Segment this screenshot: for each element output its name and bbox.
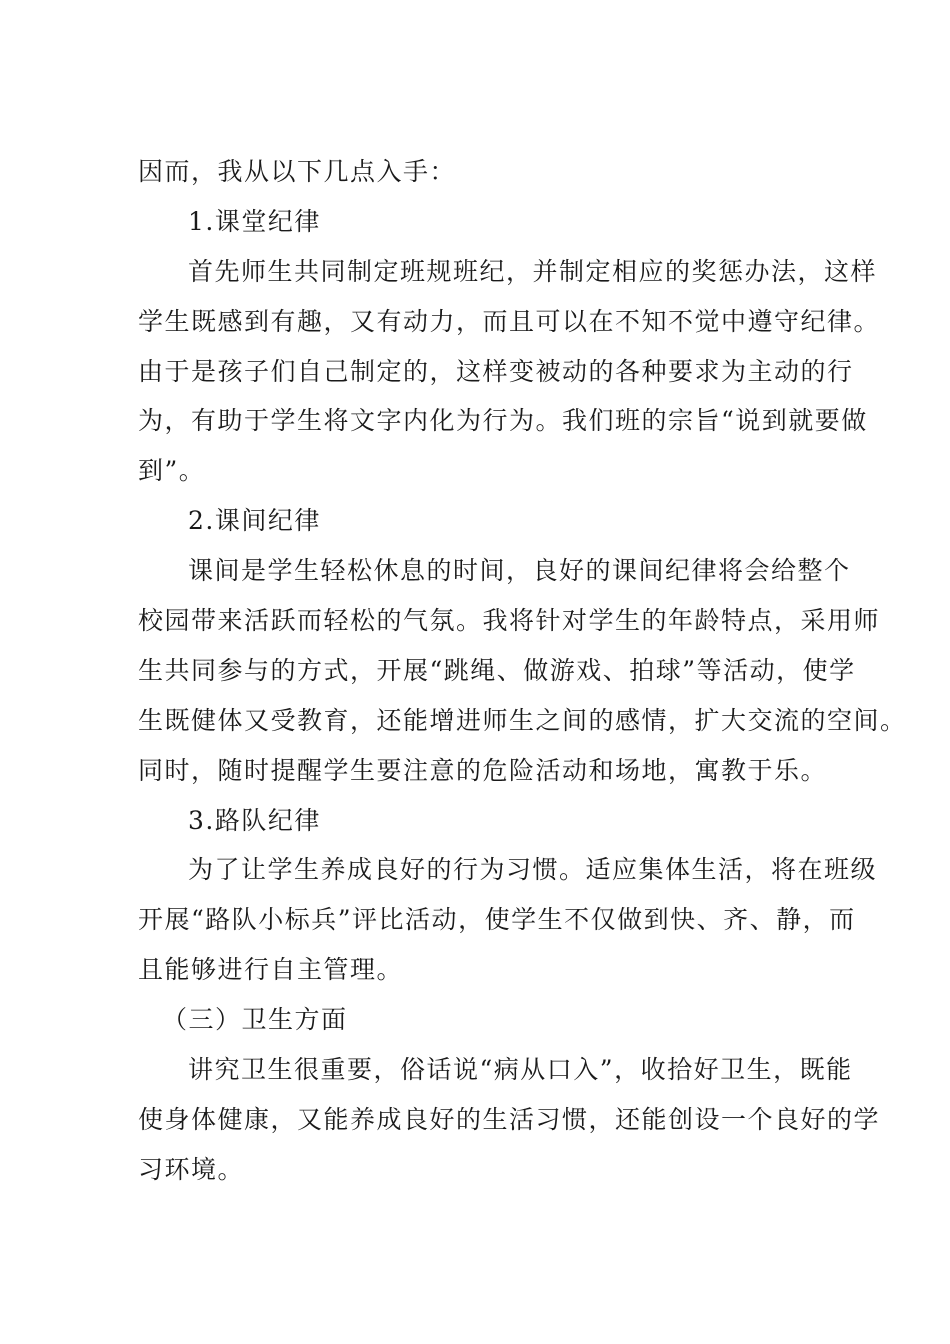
intro-line: 因而，我从以下几点入手： [138,157,457,186]
section-heading-classroom: 1.课堂纪律 [188,207,321,236]
paragraph-line: 生既健体又受教育，还能增进师生之间的感情，扩大交流的空间。 [138,706,907,735]
paragraph-line: 课间是学生轻松休息的时间，良好的课间纪律将会给整个 [188,556,851,585]
paragraph-line: 由于是孩子们自己制定的，这样变被动的各种要求为主动的行 [138,357,854,386]
paragraph-line: 讲究卫生很重要，俗话说“病从口入”，收拾好卫生，既能 [188,1055,853,1084]
paragraph-line: 首先师生共同制定班规班纪，并制定相应的奖惩办法，这样 [188,257,878,286]
paragraph-line: 学生既感到有趣，又有动力，而且可以在不知不觉中遵守纪律。 [138,307,881,336]
paragraph-line: 且能够进行自主管理。 [138,955,404,984]
section-heading-queue: 3.路队纪律 [188,806,321,835]
section-heading-hygiene: （三）卫生方面 [162,1005,348,1034]
section-heading-break: 2.课间纪律 [188,506,321,535]
paragraph-line: 开展“路队小标兵”评比活动，使学生不仅做到快、齐、静，而 [138,905,856,934]
paragraph-line: 同时，随时提醒学生要注意的危险活动和场地，寓教于乐。 [138,756,828,785]
paragraph-line: 习环境。 [138,1155,245,1184]
paragraph-line: 校园带来活跃而轻松的气氛。我将针对学生的年龄特点，采用师 [138,606,881,635]
paragraph-line: 使身体健康，又能养成良好的生活习惯，还能创设一个良好的学 [138,1105,881,1134]
paragraph-line: 为，有助于学生将文字内化为行为。我们班的宗旨“说到就要做 [138,406,868,435]
paragraph-line: 到”。 [138,456,206,485]
paragraph-line: 为了让学生养成良好的行为习惯。适应集体生活，将在班级 [188,855,878,884]
paragraph-line: 生共同参与的方式，开展“跳绳、做游戏、拍球”等活动，使学 [138,656,856,685]
